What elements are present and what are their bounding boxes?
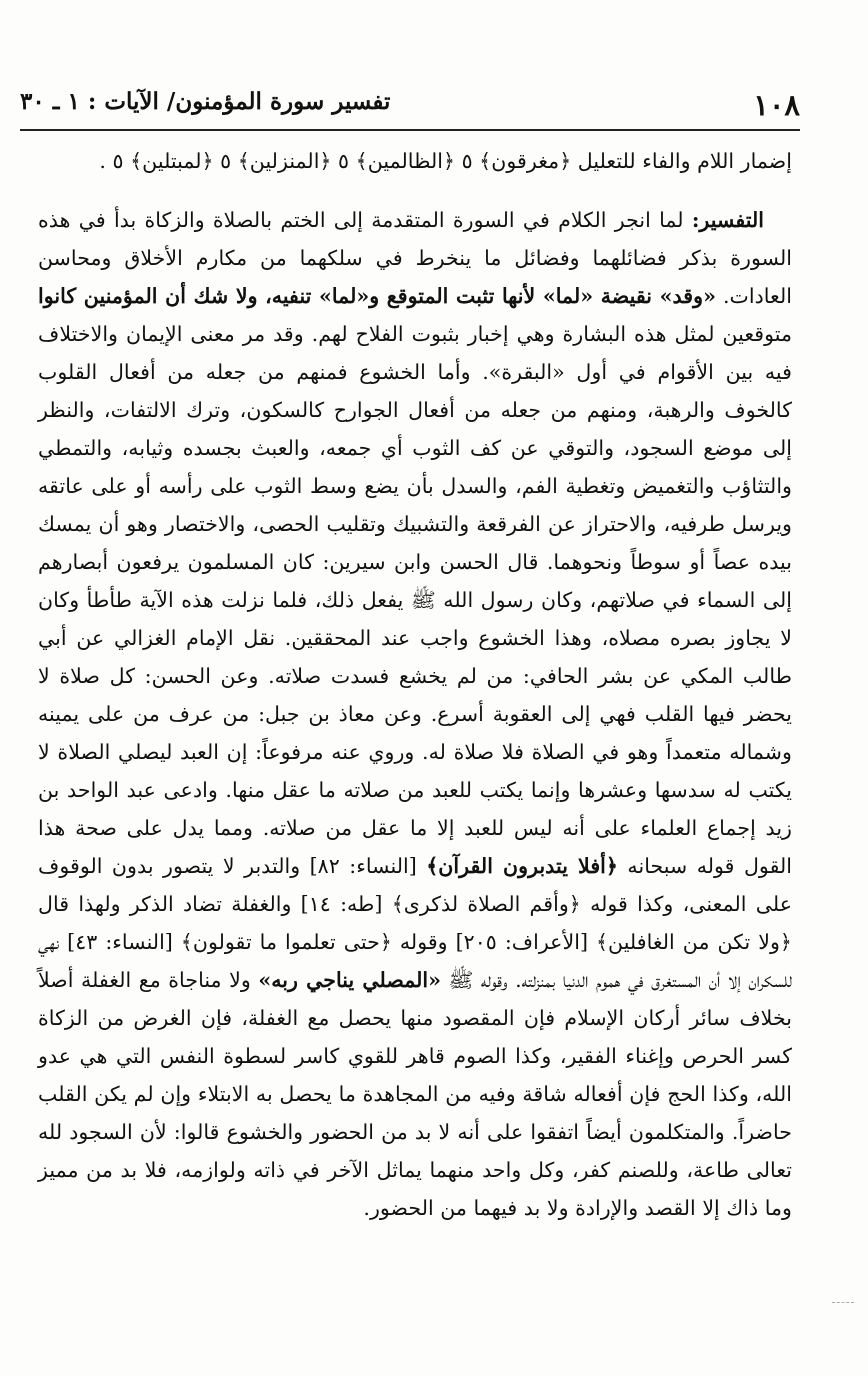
tafsir-label: التفسير:: [691, 208, 764, 232]
tafsir-text-part-1: لما انجر الكلام في السورة المتقدمة إلى الختم بالصلاة والزكاة بدأ في هذه السورة بذكر فضائلهما وفضائل ما ينخرط في سلكهما من مكارم الأخلاق ومحاسن العادات.: [38, 208, 792, 308]
tafsir-bold-text-2: ﴿أفلا يتدبرون القرآن﴾: [426, 854, 618, 878]
tafsir-text-part-4: ولا مناجاة مع الغفلة أصلاً بخلاف سائر أركان الإسلام فإن المقصود منها يحصل مع الغفلة، فإن الغرض من الزكاة كسر الحرص وإغناء الفقير، وكذا الصوم قاهر للقوي كاسر لسطوة النفس التي هي عدو الله، وكذا الحج فإن أفعاله شاقة وفيه من المجاهدة ما يحصل به الابتلاء وإن لم يكن القلب حاضراً. والمتكلمون أيضاً اتفقوا على أنه لا بد من الحضور والخشوع قالوا: لأن السجود لله تعالى طاعة، وللصنم كفر، وكل واحد منهما يماثل الآخر في ذاته ولوازمه، فلا بد من مميز وما ذاك إلا القصد والإرادة ولا بد فيهما من الحضور.: [38, 968, 792, 1220]
tafsir-bold-text-3: «المصلي يناجي ربه»: [258, 968, 441, 992]
margin-mark: [832, 1302, 854, 1303]
page-body: [38, 142, 792, 1227]
tafsir-text-part-3: [النساء: ٨٢] والتدبر لا يتصور بدون الوقوف على المعنى، وكذا قوله ﴿وأقم الصلاة لذكرى﴾ [طه: ١٤] والغفلة تضاد الذكر ولهذا قال ﴿ولا تكن من الغافلين﴾ [الأعراف: ٢٠٥] وقوله ﴿حتى تعلموا ما تقولون﴾ [النساء: ٤٣] نهي للسكران إلا أن المستغرق في هموم الدنيا بمنزلته. وقوله ﷺ: [38, 854, 792, 992]
header-divider: [20, 129, 800, 131]
tafsir-text-part-2: متوقعين لمثل هذه البشارة وهي إخبار بثبوت الفلاح لهم. وقد مر معنى الإيمان والاختلاف فيه بين الأقوام في أول «البقرة». وأما الخشوع فمنهم من جعله من أفعال القلوب كالخوف والرهبة، ومنهم من جعله من أفعال الجوارح كالسكون، وترك الالتفات، والنظر إلى موضع السجود، والتوقي عن كف الثوب أي جمعه، والعبث بجسده وثيابه، والتمطي والتثاؤب والتغميض وتغطية الفم، والسدل بأن يضع وسط الثوب على رأسه أو على عاتقه ويرسل طرفيه، والاحتراز عن الفرقعة والتشبيك وتقليب الحصى، والاختصار وهو أن يمسك بيده عصاً أو سوطاً ونحوهما. قال الحسن وابن سيرين: كان المسلمون يرفعون أبصارهم إلى السماء في صلاتهم، وكان رسول الله ﷺ يفعل ذلك، فلما نزلت هذه الآية طأطأ وكان لا يجاوز بصره مصلاه، وهذا الخشوع واجب عند المحققين. نقل الإمام الغزالي عن أبي طالب المكي عن بشر الحافي: من لم يخشع فسدت صلاته. وعن الحسن: كل صلاة لا يحضر فيها القلب فهي إلى العقوبة أسرع. وعن معاذ بن جبل: من عرف من على يمينه وشماله متعمداً وهو في الصلاة فلا صلاة له. وروي عنه مرفوعاً: إن العبد ليصلي الصلاة لا يكتب له سدسها وعشرها وإنما يكتب للعبد من صلاته ما عقل منها. وادعى عبد الواحد بن زيد إجماع العلماء على أنه ليس للعبد إلا ما عقل من صلاته. ومما يدل على صحة هذا القول قوله سبحانه: [38, 322, 792, 878]
running-title: تفسير سورة المؤمنون/ الآيات : ١ ـ ٣٠: [20, 88, 391, 115]
page-header: [20, 86, 800, 126]
page-number: ١٠٨: [753, 88, 800, 122]
tafsir-paragraph: [38, 201, 792, 1227]
intro-paragraph: إضمار اللام والفاء للتعليل ﴿مغرقون﴾ ٥ ﴿الظالمين﴾ ٥ ﴿المنزلين﴾ ٥ ﴿لمبتلين﴾ ٥ .: [99, 149, 792, 173]
tafsir-bold-text-1: «وقد» نقيضة «لما» لأنها تثبت المتوقع و«لما» تنفيه، ولا شك أن المؤمنين كانوا: [38, 284, 716, 308]
